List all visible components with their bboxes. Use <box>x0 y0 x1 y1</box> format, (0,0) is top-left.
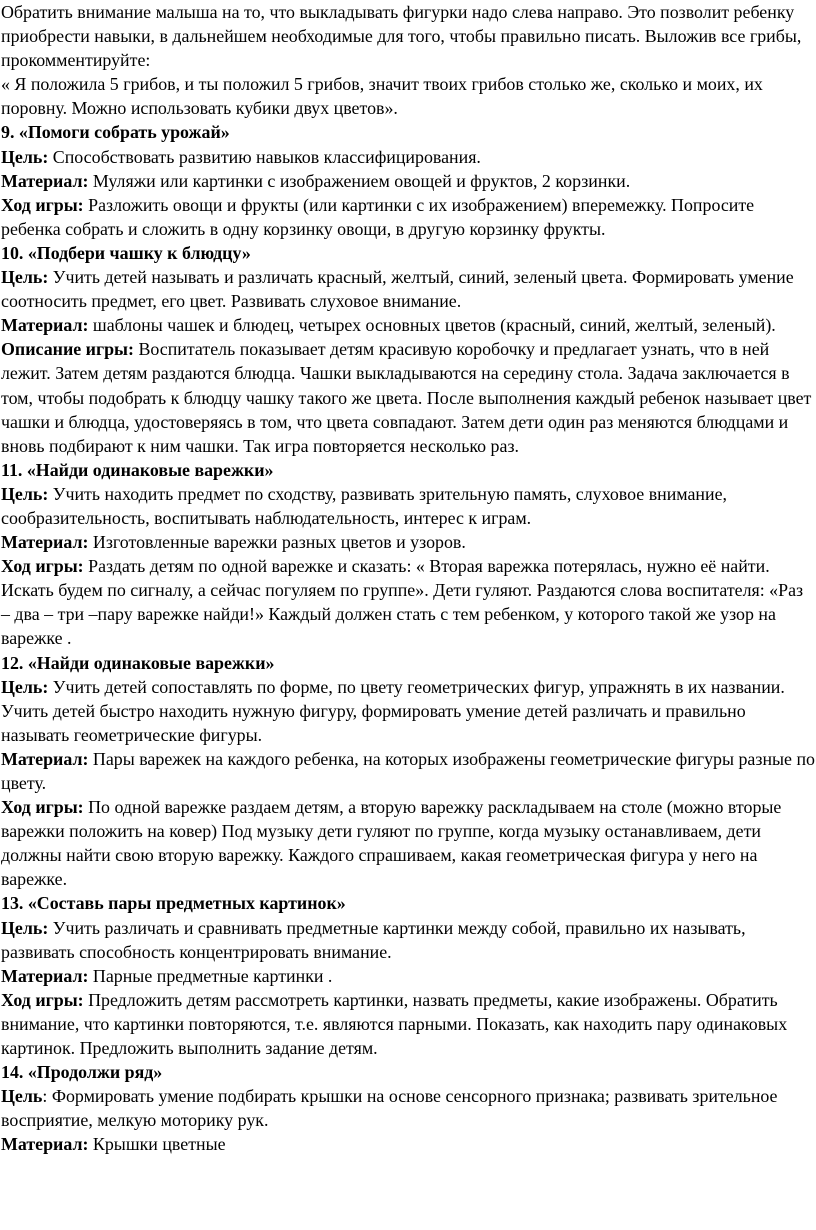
game-goal <box>1 916 816 964</box>
goal-colon: : <box>42 1086 48 1107</box>
course-label: Ход игры: <box>1 556 84 577</box>
goal-text: Учить находить предмет по сходству, развивать зрительную память, слуховое внимание, сообразительность, воспитывать наблюдательность, интерес к играм. <box>1 483 727 528</box>
goal-label: Цель: <box>1 483 49 504</box>
game-course <box>1 554 816 650</box>
game-title: 10. «Подбери чашку к блюдцу» <box>1 242 251 263</box>
course-text: Раздать детям по одной варежке и сказать: « Вторая варежка потерялась, нужно её найти. Искать будем по сигналу, а сейчас погуляем по группе». Дети гуляют. Раздаются слова воспитателя: «Раз – два – три –пару варежке найди!» Каждый должен стать с тем ребенком, у которого такой же узор на варежке . <box>1 556 804 649</box>
goal-text: Способствовать развитию навыков классифицирования. <box>48 146 481 167</box>
game-title: 14. «Продолжи ряд» <box>1 1062 163 1083</box>
material-text: Муляжи или картинки с изображением овощей и фруктов, 2 корзинки. <box>88 170 631 191</box>
intro-quote-paragraph: « Я положила 5 грибов, и ты положил 5 грибов, значит твоих грибов столько же, сколько и моих, их поровну. Можно использовать кубики двух цветов». <box>1 74 763 119</box>
material-label: Материал: <box>1 170 89 191</box>
game-goal <box>1 145 816 169</box>
game-material <box>1 530 816 554</box>
game-course <box>1 795 816 891</box>
game-goal <box>1 675 816 747</box>
goal-text: Формировать умение подбирать крышки на основе сенсорного признака; развивать зрительное восприятие, мелкую моторику рук. <box>1 1086 778 1131</box>
course-label: Ход игры: <box>1 797 84 818</box>
intro-paragraph: Обратить внимание малыша на то, что выкладывать фигурки надо слева направо. Это позволит ребенку приобрести навыки, в дальнейшем необходимые для того, чтобы правильно писать. Выложив все грибы, прокомментируйте: <box>1 2 802 71</box>
game-course <box>1 193 816 241</box>
game-material <box>1 313 816 337</box>
game-course <box>1 988 816 1060</box>
material-text: Изготовленные варежки разных цветов и узоров. <box>88 532 466 553</box>
course-text: Разложить овощи и фрукты (или картинки с их изображением) вперемежку. Попросите ребенка собрать и сложить в одну корзинку овощи, в другую корзинку фрукты. <box>1 194 755 239</box>
material-text: Пары варежек на каждого ребенка, на которых изображены геометрические фигуры разные по цвету. <box>1 748 815 793</box>
game-material <box>1 747 816 795</box>
description-label: Описание игры: <box>1 339 134 360</box>
goal-label: Цель: <box>1 267 49 288</box>
goal-label: Цель: <box>1 146 49 167</box>
game-material <box>1 964 816 988</box>
course-label: Ход игры: <box>1 194 84 215</box>
game-goal <box>1 265 816 313</box>
goal-text: Учить детей сопоставлять по форме, по цвету геометрических фигур, упражнять в их названии. Учить детей быстро находить нужную фигуру, формировать умение детей различать и правильно называть геометрические фигуры. <box>1 676 785 745</box>
course-text: Предложить детям рассмотреть картинки, назвать предметы, какие изображены. Обратить внимание, что картинки повторяются, т.е. являются парными. Показать, как находить пару одинаковых картинок. Предложить выполнить задание детям. <box>1 989 788 1059</box>
game-title: 11. «Найди одинаковые варежки» <box>1 459 274 480</box>
goal-text: Учить различать и сравнивать предметные картинки между собой, правильно их называть, развивать способность концентрировать внимание. <box>1 917 746 962</box>
material-text: Крышки цветные <box>88 1134 226 1155</box>
game-goal <box>1 1084 816 1132</box>
game-material <box>1 1132 816 1156</box>
material-text: Парные предметные картинки . <box>88 965 333 986</box>
goal-label: Цель: <box>1 917 49 938</box>
goal-label: Цель <box>1 1086 43 1107</box>
material-label: Материал: <box>1 1134 89 1155</box>
material-text: шаблоны чашек и блюдец, четырех основных цветов (красный, синий, желтый, зеленый). <box>88 315 776 336</box>
goal-label: Цель: <box>1 676 49 697</box>
course-text: По одной варежке раздаем детям, а вторую варежку раскладываем на столе (можно вторые варежки положить на ковер) Под музыку дети гуляют по группе, когда музыку останавливаем, дети должны найти свою вторую варежку. Каждого спрашиваем, какая геометрическая фигура у него на варежке. <box>1 797 782 890</box>
game-description <box>1 337 816 457</box>
description-text: Воспитатель показывает детям красивую коробочку и предлагает узнать, что в ней лежит. Затем детям раздаются блюдца. Чашки выкладываются на середину стола. Задача заключается в том, чтобы подобрать к блюдцу чашку такого же цвета. После выполнения каждый ребенок называет цвет чашки и блюдца, удостоверяясь в том, что цвета совпадают. Затем дети один раз меняются блюдцами и вновь подбирают к ним чашки. Так игра повторяется несколько раз. <box>1 339 812 456</box>
material-label: Материал: <box>1 748 89 769</box>
game-material <box>1 169 816 193</box>
material-label: Материал: <box>1 315 89 336</box>
game-title: 13. «Составь пары предметных картинок» <box>1 893 346 914</box>
game-title: 12. «Найди одинаковые варежки» <box>1 652 275 673</box>
material-label: Материал: <box>1 532 89 553</box>
course-label: Ход игры: <box>1 989 84 1010</box>
game-goal <box>1 482 816 530</box>
goal-text: Учить детей называть и различать красный, желтый, синий, зеленый цвета. Формировать умение соотносить предмет, его цвет. Развивать слуховое внимание. <box>1 267 794 312</box>
material-label: Материал: <box>1 965 89 986</box>
game-title: 9. «Помоги собрать урожай» <box>1 122 230 143</box>
